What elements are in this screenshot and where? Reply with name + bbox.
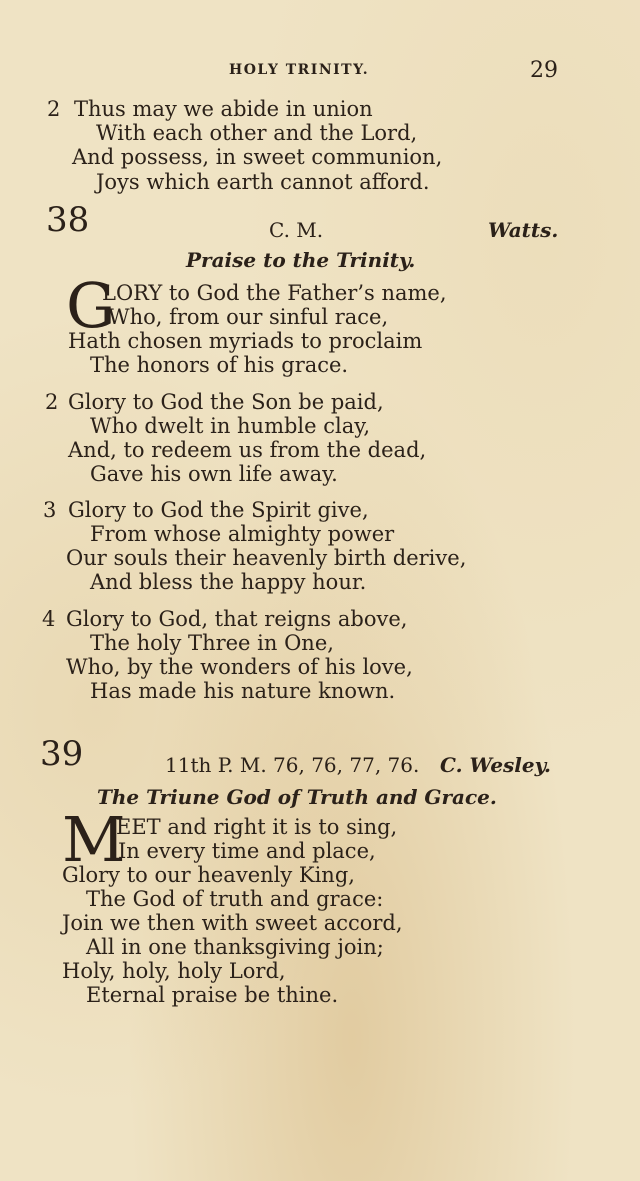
hymn-title: The Triune God of Truth and Grace. xyxy=(97,785,497,809)
page-number: 29 xyxy=(530,58,558,83)
verse-line: Glory to our heavenly King, xyxy=(62,863,355,887)
verse-line: Gave his own life away. xyxy=(90,462,338,486)
verse-line: Who, by the wonders of his love, xyxy=(66,655,413,679)
verse-line: The holy Three in One, xyxy=(90,631,334,655)
verse-line: Glory to God the Spirit give, xyxy=(68,498,369,522)
verse-line: And possess, in sweet communion, xyxy=(72,145,443,169)
verse-line: Who dwelt in humble clay, xyxy=(90,414,370,438)
verse-line: Has made his nature known. xyxy=(90,679,396,703)
hymn-meter: 11th P. M. 76, 76, 77, 76. xyxy=(165,753,420,777)
verse-line: With each other and the Lord, xyxy=(96,121,418,145)
drop-cap: M xyxy=(62,803,126,876)
verse-line: The honors of his grace. xyxy=(90,353,349,377)
verse-line: In every time and place, xyxy=(118,839,376,863)
stanza-number: 3 xyxy=(43,498,57,522)
verse-line: Who, from our sinful race, xyxy=(108,305,389,329)
verse-line: Joys which earth cannot afford. xyxy=(96,170,430,194)
verse-line: And bless the happy hour. xyxy=(90,570,367,594)
verse-line: The God of truth and grace: xyxy=(86,887,384,911)
hymn-author: C. Wesley. xyxy=(440,753,551,777)
verse-line: All in one thanksgiving join; xyxy=(86,935,384,959)
verse-line: Glory to God the Son be paid, xyxy=(68,390,384,414)
hymn-number: 39 xyxy=(40,734,84,774)
hymn-number: 38 xyxy=(46,200,90,240)
verse-line: And, to redeem us from the dead, xyxy=(68,438,427,462)
hymn-title: Praise to the Trinity. xyxy=(186,248,416,272)
hymn-meter: C. M. xyxy=(269,218,324,242)
verse-line: From whose almighty power xyxy=(90,522,395,546)
verse-line: Join we then with sweet accord, xyxy=(62,911,403,935)
verse-line: Thus may we abide in union xyxy=(74,97,373,121)
verse-line: Eternal praise be thine. xyxy=(86,983,339,1007)
verse-line: EET and right it is to sing, xyxy=(116,815,398,839)
running-head: HOLY TRINITY. xyxy=(229,62,370,78)
drop-cap: G xyxy=(66,269,116,342)
stanza-number: 2 xyxy=(47,97,61,121)
stanza-number: 2 xyxy=(45,390,59,414)
hymn-author: Watts. xyxy=(488,218,559,242)
verse-line: Hath chosen myriads to proclaim xyxy=(68,329,423,353)
stanza-number: 4 xyxy=(42,607,56,631)
verse-line: Glory to God, that reigns above, xyxy=(66,607,408,631)
verse-line: Holy, holy, holy Lord, xyxy=(62,959,286,983)
verse-line: LORY to God the Father’s name, xyxy=(102,281,447,305)
verse-line: Our souls their heavenly birth derive, xyxy=(66,546,467,570)
